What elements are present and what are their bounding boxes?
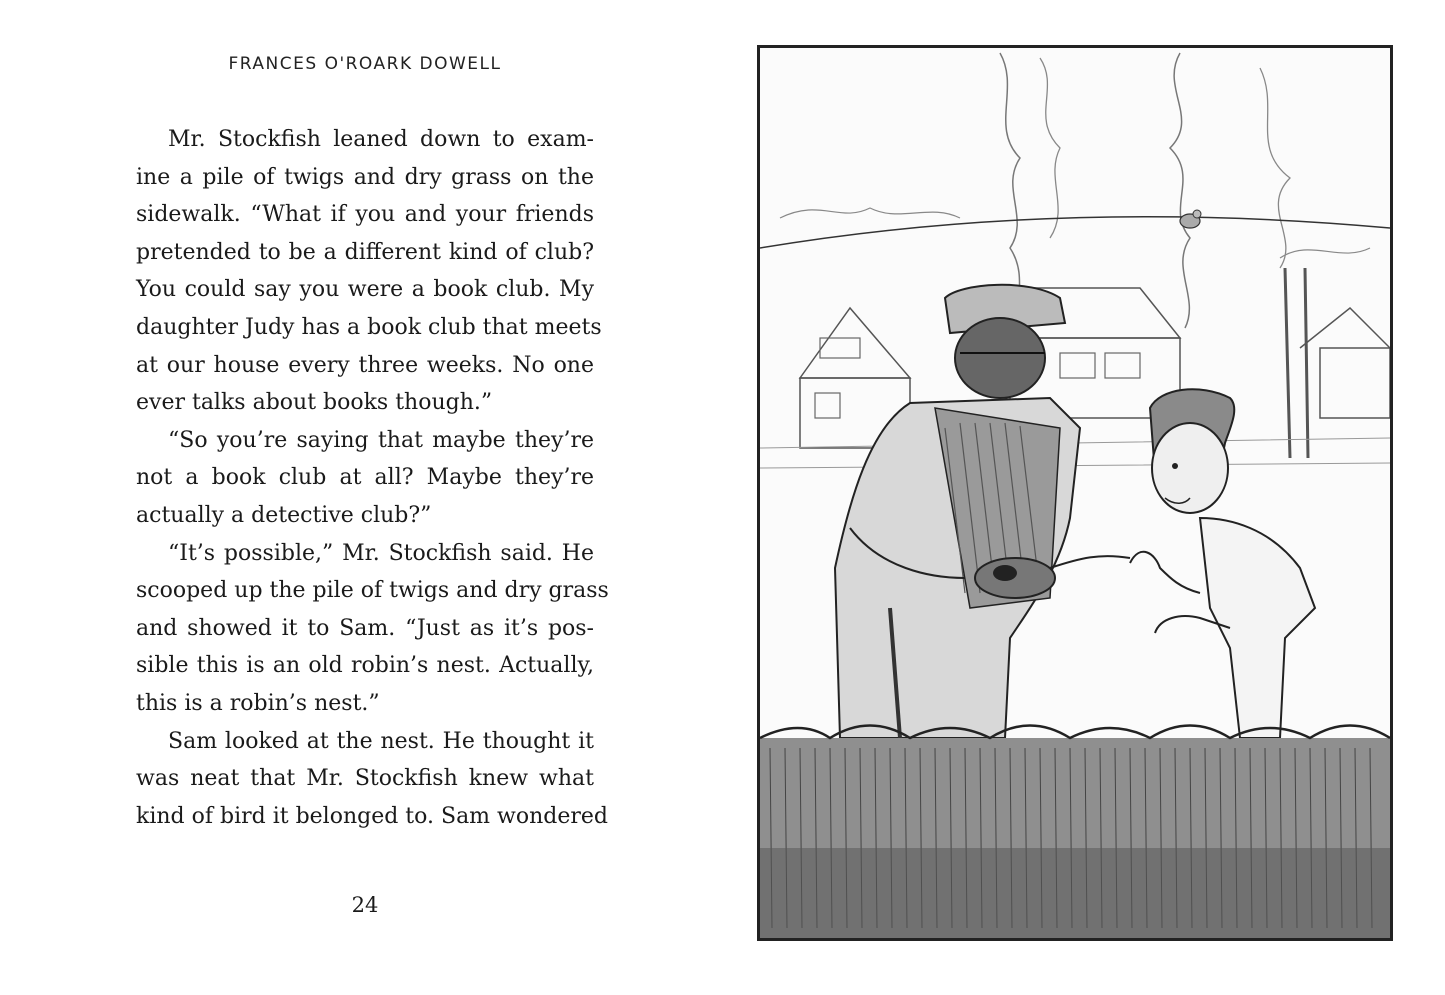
illustration-frame — [757, 45, 1393, 941]
text-line: “It’s possible,” Mr. Stockfish said. He — [168, 540, 594, 566]
text-line: You could say you were a book club. My — [136, 277, 594, 303]
text-line: this is a robin’s nest.” — [136, 690, 380, 716]
text-line: ever talks about books though.” — [136, 390, 493, 416]
text-line: Sam looked at the nest. He thought it — [168, 728, 594, 754]
text-line: ine a pile of twigs and dry grass on the — [136, 164, 594, 190]
pencil-sketch-illustration — [760, 48, 1390, 938]
text-line: kind of bird it belonged to. Sam wondered — [136, 803, 609, 829]
text-line: and showed it to Sam. “Just as it’s pos- — [136, 615, 594, 641]
text-line: daughter Judy has a book club that meets — [136, 314, 602, 340]
body-text — [136, 121, 609, 835]
text-line: sidewalk. “What if you and your friends — [136, 202, 594, 228]
text-line: at our house every three weeks. No one — [136, 352, 594, 378]
text-line: sible this is an old robin’s nest. Actually, — [136, 653, 594, 679]
text-line: Mr. Stockfish leaned down to exam- — [168, 127, 594, 152]
right-page — [728, 0, 1445, 995]
text-line: scooped up the pile of twigs and dry grass — [136, 578, 609, 604]
text-line: “So you’re saying that maybe they’re — [168, 427, 594, 453]
text-line: not a book club at all? Maybe they’re — [136, 465, 594, 491]
running-head: FRANCES O'ROARK DOWELL — [228, 54, 502, 74]
text-line: pretended to be a different kind of club? — [136, 239, 594, 265]
text-line: actually a detective club?” — [136, 502, 432, 528]
page-number: 24 — [351, 893, 379, 917]
text-line: was neat that Mr. Stockfish knew what — [136, 766, 594, 792]
